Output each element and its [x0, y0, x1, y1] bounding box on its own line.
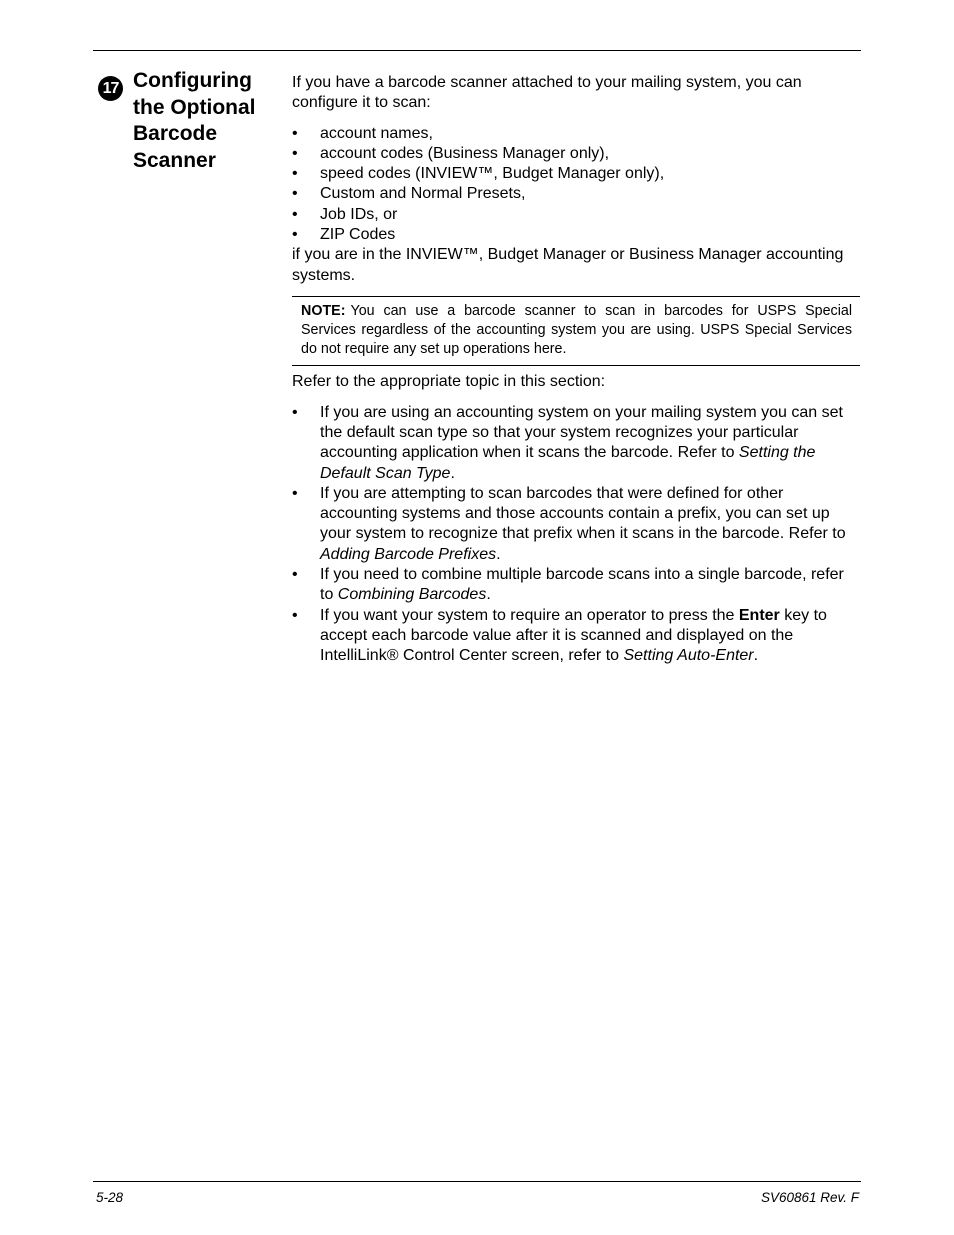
list-item: • ZIP Codes — [292, 225, 860, 245]
bullet-icon: • — [292, 226, 298, 244]
section-body — [292, 73, 860, 667]
section-number-badge: 17 — [98, 76, 123, 101]
list-item: • If you are using an accounting system on your mailing system you can set the default scan type so that your system recognizes your particular accounting application when it scans the barcode. Refer to Setting the Default Scan Type. — [292, 403, 843, 482]
list-item: • account names, — [292, 124, 860, 144]
topics-list — [292, 403, 860, 667]
bullet-icon: • — [292, 185, 298, 203]
key-name: Enter — [738, 606, 780, 624]
cross-reference: Setting the Default Scan Type — [320, 444, 816, 482]
intro-paragraph: If you have a barcode scanner attached to your mailing system, you can configure it to scan: — [292, 74, 802, 112]
scan-tail-paragraph: if you are in the INVIEW™, Budget Manager or Business Manager accounting systems. — [292, 246, 844, 284]
list-item: • If you need to combine multiple barcode scans into a single barcode, refer to Combining Barcodes. — [292, 566, 844, 604]
list-item: • account codes (Business Manager only), — [292, 144, 860, 164]
section-title-line: Barcode — [133, 122, 218, 145]
bullet-icon: • — [292, 606, 298, 624]
cross-reference: Setting Auto-Enter — [623, 647, 754, 665]
bullet-icon: • — [292, 484, 298, 502]
refer-paragraph: Refer to the appropriate topic in this section: — [292, 373, 606, 391]
page-number: 5-28 — [96, 1190, 124, 1205]
bullet-icon: • — [292, 165, 298, 183]
section-title-line: Configuring — [133, 69, 252, 92]
bullet-icon: • — [292, 144, 298, 162]
note-text: You can use a barcode scanner to scan in barcodes for USPS Special Services regardless of the accounting system you are using. USPS Special Services do not require any set up operations here. — [301, 302, 852, 357]
document-id: SV60861 Rev. F — [760, 1190, 859, 1205]
footer-rule — [93, 1181, 861, 1182]
list-item: • If you want your system to require an operator to press the Enter key to accept each barcode value after it is scanned and displayed on the IntelliLink® Control Center screen, refer to Setting Auto-Enter. — [292, 606, 827, 665]
scan-items-list — [292, 124, 860, 246]
bullet-icon: • — [292, 205, 298, 223]
cross-reference: Adding Barcode Prefixes — [320, 545, 497, 563]
note-box — [292, 296, 860, 366]
header-rule — [93, 50, 861, 51]
list-item: • Custom and Normal Presets, — [292, 184, 860, 204]
list-item: • If you are attempting to scan barcodes that were defined for other accounting systems and those accounts contain a prefix, you can set up your system to recognize that prefix when it scans in the barcode. Refer to Adding Barcode Prefixes. — [292, 484, 846, 563]
bullet-icon: • — [292, 403, 298, 421]
section-title-line: the Optional — [133, 95, 256, 119]
bullet-icon: • — [292, 124, 298, 142]
list-item: • Job IDs, or — [292, 205, 860, 225]
bullet-icon: • — [292, 566, 298, 584]
section-title — [133, 68, 283, 174]
note-label: NOTE: — [301, 302, 346, 319]
section-title-line: Scanner — [133, 148, 216, 172]
cross-reference: Combining Barcodes — [337, 586, 487, 604]
list-item: • speed codes (INVIEW™, Budget Manager only), — [292, 164, 860, 184]
